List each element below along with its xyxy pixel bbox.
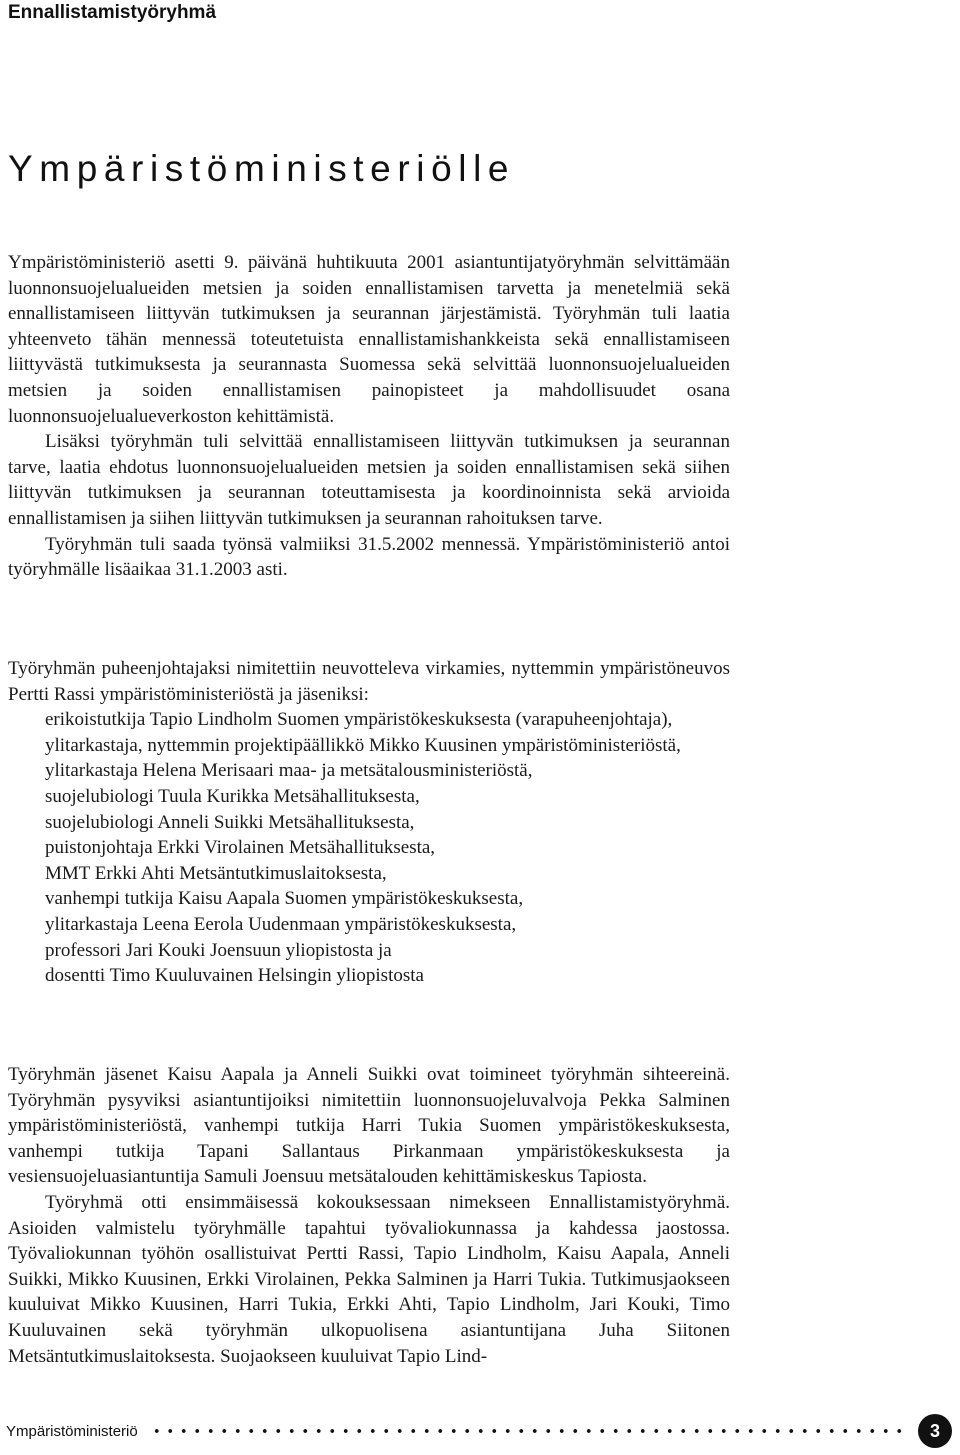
paragraph: Työryhmä otti ensimmäisessä kokouksessaan nimekseen Ennallistamistyöryhmä. Asioiden valmistelu työryhmälle tapahtui työvaliokunnassa ja kahdessa jaostossa. Työvaliokunnan työhön osallistuivat Pertti Rassi, Tapio Lindholm, Kaisu Aapala, Anneli Suikki, Mikko Kuusinen, Erkki Virolainen, Pekka Salminen ja Harri Tukia. Tutkimusjaokseen kuuluivat Mikko Kuusinen, Harri Tukia, Erkki Ahti, Tapio Lindholm, Jari Kouki, Timo Kuuluvainen sekä työryhmän ulkopuolisena asiantuntijana Juha Siitonen Metsäntutkimuslaitoksesta. Suojaokseen kuuluivat Tapio Lind-	[8, 1191, 730, 1367]
running-header: Ennallistamistyöryhmä	[8, 2, 217, 23]
list-item: suojelubiologi Anneli Suikki Metsähallituksesta,	[45, 811, 415, 833]
list-item: puistonjohtaja Erkki Virolainen Metsähallituksesta,	[45, 837, 436, 859]
list-item: suojelubiologi Tuula Kurikka Metsähallituksesta,	[45, 785, 420, 807]
list-item: dosentti Timo Kuuluvainen Helsingin yliopistosta	[45, 965, 424, 987]
list-item: ylitarkastaja Leena Eerola Uudenmaan ympäristökeskuksesta,	[45, 913, 517, 935]
section-appointment	[8, 250, 730, 583]
paragraph: Työryhmän jäsenet Kaisu Aapala ja Anneli Suikki ovat toimineet työryhmän sihteereinä. Työryhmän pysyviksi asiantuntijoiksi nimitettiin luonnonsuojeluvalvoja Pekka Salminen ympäristöministeriöstä, vanhempi tutkija Harri Tukia Suomen ympäristökeskuksesta, vanhempi tutkija Tapani Sallantaus Pirkanmaan ympäristökeskuksesta ja vesiensuojeluasiantuntija Samuli Joensuu metsätalouden kehittämiskeskus Tapiosta.	[8, 1064, 730, 1188]
list-item: vanhempi tutkija Kaisu Aapala Suomen ympäristökeskuksesta,	[45, 888, 524, 910]
section-secretaries	[8, 1062, 730, 1369]
section-members	[8, 656, 730, 989]
list-item: ylitarkastaja Helena Merisaari maa- ja metsätalousministeriöstä,	[45, 760, 533, 782]
list-item: ylitarkastaja, nyttemmin projektipäällikkö Mikko Kuusinen ympäristöministeriöstä,	[45, 734, 681, 756]
footer-dot-leader	[150, 1429, 908, 1433]
paragraph: Lisäksi työryhmän tuli selvittää ennallistamiseen liittyvän tutkimuksen ja seurannan tarve, laatia ehdotus luonnonsuojelualueiden metsien ja soiden ennallistamisen sekä siihen liittyvän tutkimuksen ja seurannan toteuttamisesta ja koordinoinnista sekä arvioida ennallistamisen ja siihen liittyvän tutkimuksen ja seurannan rahoituksen tarve.	[8, 431, 730, 529]
page-number-badge: 3	[918, 1414, 952, 1448]
page-title: Ympäristöministeriölle	[8, 148, 516, 189]
paragraph: Ympäristöministeriö asetti 9. päivänä huhtikuuta 2001 asiantuntijatyöryhmän selvittämään luonnonsuojelualueiden metsien ja soiden ennallistamisen tarvetta ja menetelmiä sekä ennallistamiseen liittyvän tutkimuksen ja seurannan järjestämistä. Työryhmän tuli laatia yhteenveto tähän mennessä toteutetuista ennallistamishankkeista sekä ennallistamiseen liittyvästä tutkimuksesta ja seurannasta Suomessa sekä selvittää luonnonsuojelualueiden metsien ja soiden ennallistamisen painopisteet ja mahdollisuudet osana luonnonsuojelualueverkoston kehittämistä.	[8, 252, 730, 427]
members-intro: Työryhmän puheenjohtajaksi nimitettiin neuvotteleva virkamies, nyttemmin ympäristöneuvos Pertti Rassi ympäristöministeriöstä ja jäseniksi:	[8, 658, 730, 705]
list-item: professori Jari Kouki Joensuun yliopistosta ja	[45, 939, 392, 961]
page-footer	[6, 1414, 952, 1448]
footer-label: Ympäristöministeriö	[6, 1422, 138, 1440]
members-list	[8, 707, 730, 989]
list-item: MMT Erkki Ahti Metsäntutkimuslaitoksesta,	[45, 862, 387, 884]
paragraph: Työryhmän tuli saada työnsä valmiiksi 31.5.2002 mennessä. Ympäristöministeriö antoi työryhmälle lisäaikaa 31.1.2003 asti.	[8, 533, 730, 581]
list-item: erikoistutkija Tapio Lindholm Suomen ympäristökeskuksesta (varapuheenjohtaja),	[45, 709, 673, 731]
